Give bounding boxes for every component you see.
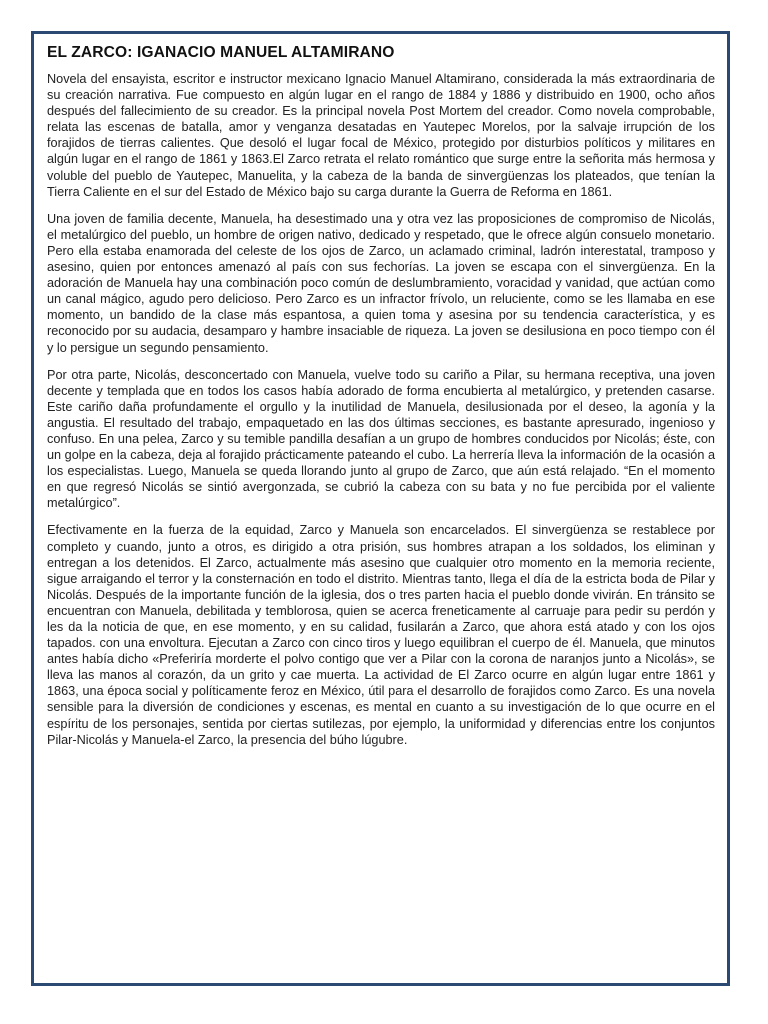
paragraph-4: Efectivamente en la fuerza de la equidad, Zarco y Manuela son encarcelados. El sinvergüenza se restablece por completo y cuando, junto a otros, es dirigido a otra prisión, sus hombres atrapan a los soldados, los eliminan y entregan a los detenidos. El Zarco, actualmente más asesino que cualquier otro momento en la memoria reciente, sigue arraigando el terror y la consternación en todo el distrito. Mientras tanto, llega el día de la estricta boda de Pilar y Nicolás. Después de la importante función de la iglesia, dos o tres parten hacia el pueblo donde vivirán. En tránsito se encuentran con Manuela, debilitada y temblorosa, quien se acerca freneticamente al carruaje para pedir su perdón y les da la noticia de que, en ese momento, y en su calidad, fusilarán a Zarco, que ahora está atado y con los ojos tapados. con una envoltura. Ejecutan a Zarco con cinco tiros y luego equilibran el cuerpo de él. Manuela, que minutos antes había dicho «Preferiría morderte el polvo contigo que ver a Pilar con la corona de naranjos junto a Nicolás», se lleva las manos al corazón, da un grito y cae muerta. La actividad de El Zarco ocurre en algún lugar entre 1861 y 1863, una época social y políticamente feroz en México, útil para el desarrollo de forajidos como Zarco. Es una novela sensible para la diversión de condiciones y escenas, es mental en cuanto a su investigación de lo que ocurre en el espíritu de los personajes, sentida por ciertas sutilezas, por ejemplo, la uniformidad y diferencias entre los conjuntos Pilar-Nicolás y Manuela-el Zarco, la presencia del búho lúgubre. bbox=[47, 523, 715, 747]
paragraph-2: Una joven de familia decente, Manuela, ha desestimado una y otra vez las proposiciones de compromiso de Nicolás, el metalúrgico del pueblo, un hombre de origen nativo, dedicado y respetado, que le ofrece algún consuelo monetario. Pero ella estaba enamorada del celeste de los ojos de Zarco, un aclamado criminal, ladrón interestatal, tramposo y asesino, quien por entonces amenazó al país con sus fechorías. La joven se escapa con el sinvergüenza. En la adoración de Manuela hay una combinación poco común de deslumbramiento, voracidad y vanidad, que actúan como un canal mágico, agudo pero delicioso. Pero Zarco es un infractor frívolo, un reluciente, como se les llamaba en ese momento, un bandido de la clase más espantosa, a quien toma y asesina por su tendencia característica, y es reconocido por su audacia, desamparo y hambre insaciable de riqueza. La joven se desilusiona en poco tiempo con él y lo persigue un segundo pensamiento. bbox=[47, 211, 715, 355]
document-frame bbox=[31, 31, 730, 986]
paragraph-3: Por otra parte, Nicolás, desconcertado con Manuela, vuelve todo su cariño a Pilar, su hermana receptiva, una joven decente y templada que en todos los casos había adorado de forma encubierta al metalúrgico, y pretenden casarse. Este cariño daña profundamente el orgullo y la inutilidad de Manuela, desilusionada por el deseo, la agonía y la angustia. El resultado del trabajo, empaquetado en las dos últimas secciones, es bastante apresurado, ingenioso y confuso. En una pelea, Zarco y su temible pandilla desafían a un grupo de hombres conducidos por Nicolás; éste, con un golpe en la cabeza, deja al forajido prácticamente pateando el cubo. La herrería lleva la información de la ocasión a los especialistas. Luego, Manuela se queda llorando junto al grupo de Zarco, que aún está relajado. “En el momento en que regresó Nicolás se sintió avergonzada, se cubrió la cabeza con su bata y no fue percibida por el valiente metalúrgico”. bbox=[47, 367, 715, 511]
document-title: EL ZARCO: IGANACIO MANUEL ALTAMIRANO bbox=[47, 44, 395, 61]
paragraph-1: Novela del ensayista, escritor e instructor mexicano Ignacio Manuel Altamirano, considerada la más extraordinaria de su creación narrativa. Fue compuesto en algún lugar en el rango de 1884 y 1886 y distribuido en 1900, ocho años después del fallecimiento de su creador. Es la principal novela Post Mortem del creador. Como novela comprobable, relata las escenas de batalla, amor y venganza desatadas en Yautepec Morelos, por la salvaje irrupción de los forajidos de tierras calientes. Que desoló el lugar focal de México, protegido por disturbios políticos y militares en algún lugar en el rango de 1861 y 1863.El Zarco retrata el relato romántico que surge entre la señorita más hermosa y voluble del pueblo de Yautepec, Manuelita, y la cabeza de la banda de sinvergüenzas los plateados, que tenían la Tierra Caliente en el sur del Estado de México bajo su carga durante la Guerra de Reforma en 1861. bbox=[47, 72, 715, 199]
